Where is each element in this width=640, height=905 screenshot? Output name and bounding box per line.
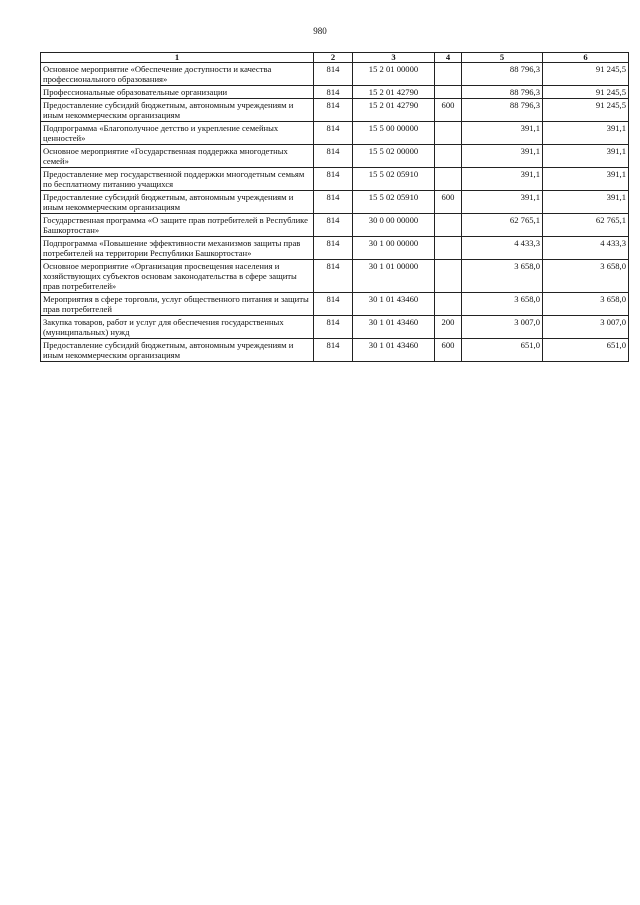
department-code: 814: [314, 237, 353, 260]
expense-type-code: [435, 63, 462, 86]
expense-type-code: 600: [435, 99, 462, 122]
table-row: [41, 168, 629, 191]
amount-year-1: 651,0: [462, 339, 543, 362]
table-row: [41, 214, 629, 237]
amount-year-2: 91 245,5: [543, 99, 629, 122]
column-header: 2: [314, 53, 353, 63]
column-header: 5: [462, 53, 543, 63]
expense-type-code: [435, 293, 462, 316]
item-name: Мероприятия в сфере торговли, услуг общественного питания и защиты прав потребителей: [41, 293, 314, 316]
department-code: 814: [314, 316, 353, 339]
target-article-code: 30 1 01 43460: [353, 293, 435, 316]
amount-year-1: 3 658,0: [462, 293, 543, 316]
table-row: [41, 86, 629, 99]
expense-type-code: [435, 260, 462, 293]
department-code: 814: [314, 293, 353, 316]
department-code: 814: [314, 145, 353, 168]
department-code: 814: [314, 86, 353, 99]
target-article-code: 15 5 02 05910: [353, 191, 435, 214]
target-article-code: 15 5 02 05910: [353, 168, 435, 191]
expense-type-code: 600: [435, 339, 462, 362]
target-article-code: 30 1 01 43460: [353, 316, 435, 339]
expense-type-code: [435, 214, 462, 237]
amount-year-1: 391,1: [462, 168, 543, 191]
amount-year-1: 391,1: [462, 191, 543, 214]
target-article-code: 30 1 00 00000: [353, 237, 435, 260]
amount-year-2: 91 245,5: [543, 86, 629, 99]
amount-year-2: 391,1: [543, 145, 629, 168]
budget-table: [40, 52, 629, 362]
amount-year-2: 91 245,5: [543, 63, 629, 86]
item-name: Основное мероприятие «Обеспечение доступности и качества профессионального образования»: [41, 63, 314, 86]
amount-year-1: 3 007,0: [462, 316, 543, 339]
department-code: 814: [314, 99, 353, 122]
item-name: Закупка товаров, работ и услуг для обеспечения государственных (муниципальных) нужд: [41, 316, 314, 339]
expense-type-code: [435, 122, 462, 145]
department-code: 814: [314, 168, 353, 191]
column-header: 1: [41, 53, 314, 63]
column-header: 4: [435, 53, 462, 63]
department-code: 814: [314, 63, 353, 86]
item-name: Предоставление субсидий бюджетным, автономным учреждениям и иным некоммерческим организациям: [41, 99, 314, 122]
expense-type-code: 600: [435, 191, 462, 214]
item-name: Основное мероприятие «Организация просвещения населения и хозяйствующих субъектов основам законодательства в сфере защиты прав потребителей»: [41, 260, 314, 293]
item-name: Государственная программа «О защите прав потребителей в Республике Башкортостан»: [41, 214, 314, 237]
item-name: Подпрограмма «Благополучное детство и укрепление семейных ценностей»: [41, 122, 314, 145]
amount-year-2: 3 658,0: [543, 293, 629, 316]
amount-year-1: 62 765,1: [462, 214, 543, 237]
expense-type-code: [435, 145, 462, 168]
amount-year-2: 3 007,0: [543, 316, 629, 339]
amount-year-1: 3 658,0: [462, 260, 543, 293]
target-article-code: 30 1 01 43460: [353, 339, 435, 362]
amount-year-2: 62 765,1: [543, 214, 629, 237]
table-row: [41, 99, 629, 122]
table-row: [41, 339, 629, 362]
expense-type-code: [435, 237, 462, 260]
target-article-code: 15 2 01 00000: [353, 63, 435, 86]
item-name: Предоставление субсидий бюджетным, автономным учреждениям и иным некоммерческим организациям: [41, 339, 314, 362]
item-name: Профессиональные образовательные организации: [41, 86, 314, 99]
amount-year-1: 88 796,3: [462, 99, 543, 122]
page-number: 980: [313, 26, 327, 36]
expense-type-code: 200: [435, 316, 462, 339]
item-name: Предоставление мер государственной поддержки многодетным семьям по бесплатному питанию учащихся: [41, 168, 314, 191]
amount-year-1: 88 796,3: [462, 63, 543, 86]
table-row: [41, 316, 629, 339]
department-code: 814: [314, 191, 353, 214]
column-header: 3: [353, 53, 435, 63]
amount-year-2: 391,1: [543, 122, 629, 145]
table-body: [41, 63, 629, 362]
target-article-code: 15 2 01 42790: [353, 99, 435, 122]
amount-year-2: 3 658,0: [543, 260, 629, 293]
column-header: 6: [543, 53, 629, 63]
amount-year-2: 391,1: [543, 168, 629, 191]
table-row: [41, 293, 629, 316]
table-row: [41, 145, 629, 168]
amount-year-1: 4 433,3: [462, 237, 543, 260]
table-row: [41, 237, 629, 260]
target-article-code: 30 0 00 00000: [353, 214, 435, 237]
amount-year-1: 391,1: [462, 122, 543, 145]
department-code: 814: [314, 260, 353, 293]
table-row: [41, 122, 629, 145]
target-article-code: 15 5 00 00000: [353, 122, 435, 145]
amount-year-2: 4 433,3: [543, 237, 629, 260]
amount-year-1: 88 796,3: [462, 86, 543, 99]
amount-year-2: 391,1: [543, 191, 629, 214]
department-code: 814: [314, 339, 353, 362]
item-name: Основное мероприятие «Государственная поддержка многодетных семей»: [41, 145, 314, 168]
target-article-code: 15 5 02 00000: [353, 145, 435, 168]
department-code: 814: [314, 214, 353, 237]
department-code: 814: [314, 122, 353, 145]
amount-year-1: 391,1: [462, 145, 543, 168]
target-article-code: 30 1 01 00000: [353, 260, 435, 293]
table-row: [41, 260, 629, 293]
item-name: Предоставление субсидий бюджетным, автономным учреждениям и иным некоммерческим организациям: [41, 191, 314, 214]
expense-type-code: [435, 168, 462, 191]
item-name: Подпрограмма «Повышение эффективности механизмов защиты прав потребителей на территории Республики Башкортостан»: [41, 237, 314, 260]
target-article-code: 15 2 01 42790: [353, 86, 435, 99]
table-row: [41, 191, 629, 214]
table-header-row: [41, 53, 629, 63]
expense-type-code: [435, 86, 462, 99]
table-row: [41, 63, 629, 86]
amount-year-2: 651,0: [543, 339, 629, 362]
